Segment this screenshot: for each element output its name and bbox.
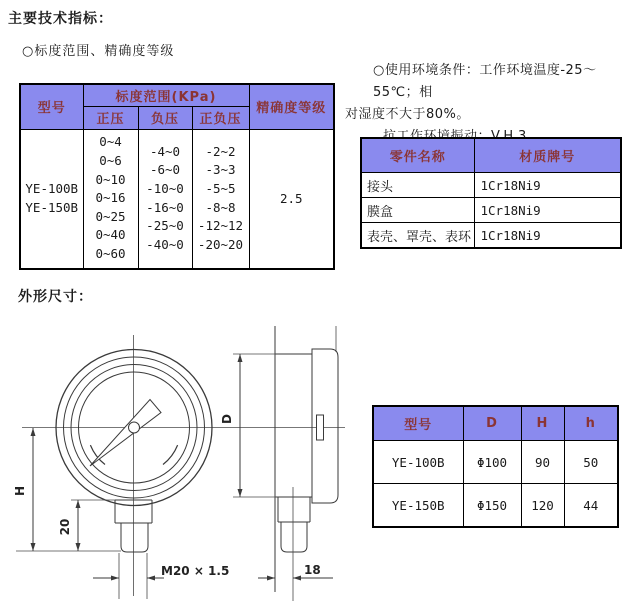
range-table-accuracy-cell: 2.5 bbox=[249, 129, 334, 269]
range-value: -12~12 bbox=[197, 218, 244, 234]
range-table-model-cell bbox=[20, 129, 83, 269]
model-value: YE-150B bbox=[25, 199, 79, 215]
range-value: -6~0 bbox=[149, 162, 181, 178]
range-value: -20~20 bbox=[197, 236, 244, 252]
model-value: YE-100B bbox=[25, 180, 79, 196]
dimension-table-header-D: D bbox=[463, 406, 521, 441]
range-table-header-posneg: 正负压 bbox=[192, 106, 249, 129]
dim-label-H: H bbox=[13, 485, 27, 497]
range-value: -4~0 bbox=[149, 143, 181, 159]
part-name: 接头 bbox=[361, 173, 474, 198]
range-table-header-negative: 负压 bbox=[138, 106, 192, 129]
range-value: 0~16 bbox=[95, 190, 126, 206]
range-value: -25~0 bbox=[146, 218, 184, 234]
table-row bbox=[361, 223, 621, 249]
range-table-header-accuracy: 精确度等级 bbox=[249, 84, 334, 129]
table-row bbox=[373, 441, 618, 484]
range-value: -5~5 bbox=[205, 180, 236, 196]
dimension-table-header-h: h bbox=[564, 406, 618, 441]
material-grade: 1Cr18Ni9 bbox=[474, 223, 621, 249]
range-value: 0~40 bbox=[95, 227, 126, 243]
dim-h-value: 44 bbox=[564, 484, 618, 528]
table-row bbox=[361, 173, 621, 198]
side-view bbox=[220, 326, 338, 601]
range-value: 0~4 bbox=[99, 134, 122, 150]
dim-label-D: D bbox=[220, 414, 234, 424]
dim-h-value: 50 bbox=[564, 441, 618, 484]
material-grade: 1Cr18Ni9 bbox=[474, 198, 621, 223]
range-table-positive-cell bbox=[83, 129, 138, 269]
dim-label-thread: M20 × 1.5 bbox=[161, 564, 230, 578]
needle-hub bbox=[129, 422, 140, 433]
env-line-2: 对湿度不大于80%。 bbox=[345, 107, 470, 122]
material-table-header-grade: 材质牌号 bbox=[474, 138, 621, 173]
material-grade: 1Cr18Ni9 bbox=[474, 173, 621, 198]
environment-conditions bbox=[345, 60, 629, 148]
part-name: 表壳、罩壳、表环 bbox=[361, 223, 474, 249]
range-table bbox=[19, 83, 335, 270]
gauge-needle bbox=[90, 400, 161, 467]
range-value: 0~60 bbox=[95, 245, 126, 261]
dim-H-value: 120 bbox=[521, 484, 564, 528]
page-title: 主要技术指标： bbox=[8, 11, 113, 27]
section-subtitle-range: ○标度范围、精确度等级 bbox=[22, 44, 175, 59]
table-row bbox=[361, 198, 621, 223]
dimension-table-header-H: H bbox=[521, 406, 564, 441]
range-value: -2~2 bbox=[205, 143, 236, 159]
model-value: YE-150B bbox=[373, 484, 463, 528]
range-value: -8~8 bbox=[205, 199, 236, 215]
material-table-header-part: 零件名称 bbox=[361, 138, 474, 173]
section-title-dimensions: 外形尺寸： bbox=[18, 289, 93, 305]
range-value: 0~25 bbox=[95, 208, 126, 224]
dim-H-value: 90 bbox=[521, 441, 564, 484]
dim-D-value: Φ100 bbox=[463, 441, 521, 484]
table-row bbox=[373, 484, 618, 528]
dim-label-18: 18 bbox=[304, 563, 321, 577]
dim-label-20: 20 bbox=[58, 518, 72, 536]
dimension-table-header-model: 型号 bbox=[373, 406, 463, 441]
dim-D-value: Φ150 bbox=[463, 484, 521, 528]
back-slot bbox=[317, 415, 324, 440]
range-value: -3~3 bbox=[205, 162, 236, 178]
dimension-table bbox=[372, 405, 619, 528]
range-value: 0~10 bbox=[95, 171, 126, 187]
range-table-header-range: 标度范围(KPa) bbox=[83, 84, 249, 106]
range-table-posneg-cell bbox=[192, 129, 249, 269]
range-value: 0~6 bbox=[99, 153, 122, 169]
range-table-header-positive: 正压 bbox=[83, 106, 138, 129]
material-table bbox=[360, 137, 622, 249]
env-line-1: ○使用环境条件：工作环境温度-25～55℃；相 bbox=[373, 63, 597, 100]
range-table-header-model: 型号 bbox=[20, 84, 83, 129]
range-value: -40~0 bbox=[146, 236, 184, 252]
range-table-negative-cell bbox=[138, 129, 192, 269]
front-view bbox=[13, 335, 345, 599]
model-value: YE-100B bbox=[373, 441, 463, 484]
part-name: 膜盒 bbox=[361, 198, 474, 223]
range-value: -16~0 bbox=[146, 199, 184, 215]
range-value: -10~0 bbox=[146, 180, 184, 196]
